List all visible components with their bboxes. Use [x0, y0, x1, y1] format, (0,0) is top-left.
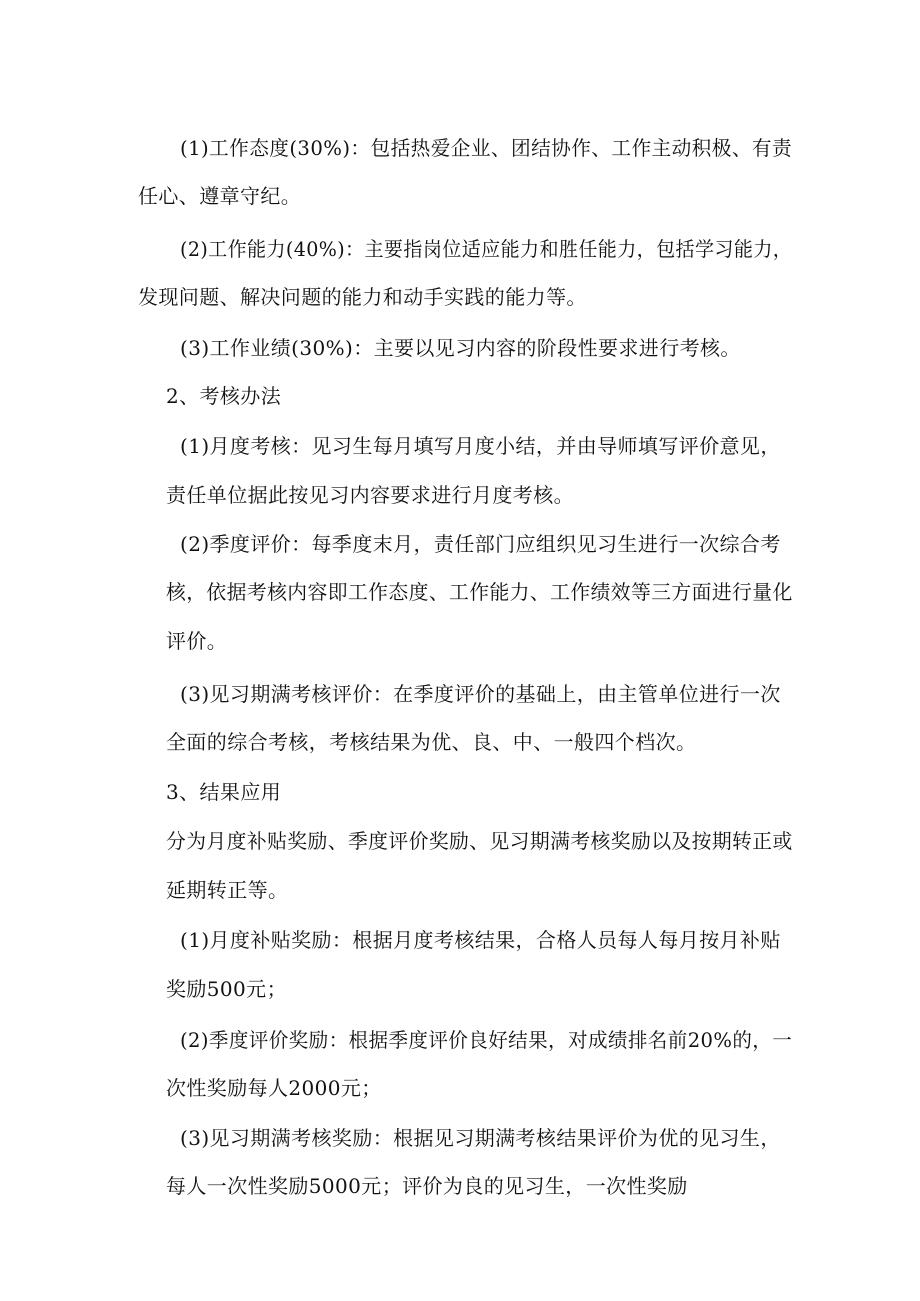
paragraph-line: 全面的综合考核，考核结果为优、良、中、一般四个档次。	[166, 730, 697, 754]
paragraph-line: (1)月度补贴奖励：根据月度考核结果，合格人员每人每月按月补贴	[180, 928, 781, 952]
paragraph-line: (3)工作业绩(30%)：主要以见习内容的阶段性要求进行考核。	[180, 336, 741, 360]
paragraph-line: 次性奖励每人2000元；	[166, 1076, 382, 1100]
paragraph-line: 奖励500元；	[166, 977, 287, 1001]
paragraph-line: (2)季度评价奖励：根据季度评价良好结果，对成绩排名前20%的，一	[180, 1028, 793, 1052]
paragraph-line: 发现问题、解决问题的能力和动手实践的能力等。	[138, 285, 587, 309]
paragraph-line: (2)工作能力(40%)：主要指岗位适应能力和胜任能力，包括学习能力，	[180, 237, 793, 261]
paragraph-line: (1)工作态度(30%)：包括热爱企业、团结协作、工作主动积极、有责	[180, 136, 793, 160]
paragraph-line: 每人一次性奖励5000元；评价为良的见习生，一次性奖励	[166, 1174, 688, 1198]
paragraph-line: 延期转正等。	[166, 878, 289, 902]
paragraph-line: 分为月度补贴奖励、季度评价奖励、见习期满考核奖励以及按期转正或	[166, 829, 793, 853]
section-heading: 3、结果应用	[166, 780, 282, 804]
paragraph-line: (1)月度考核：见习生每月填写月度小结，并由导师填写评价意见，	[180, 434, 781, 458]
paragraph-line: (3)见习期满考核奖励：根据见习期满考核结果评价为优的见习生，	[180, 1126, 781, 1150]
paragraph-line: 责任单位据此按见习内容要求进行月度考核。	[166, 483, 574, 507]
section-heading: 2、考核办法	[166, 384, 282, 408]
paragraph-line: (3)见习期满考核评价：在季度评价的基础上，由主管单位进行一次	[180, 682, 781, 706]
paragraph-line: 核，依据考核内容即工作态度、工作能力、工作绩效等三方面进行量化	[166, 580, 793, 604]
paragraph-line: 评价。	[166, 629, 228, 653]
paragraph-line: 任心、遵章守纪。	[138, 184, 302, 208]
paragraph-line: (2)季度评价：每季度末月，责任部门应组织见习生进行一次综合考	[180, 532, 781, 556]
